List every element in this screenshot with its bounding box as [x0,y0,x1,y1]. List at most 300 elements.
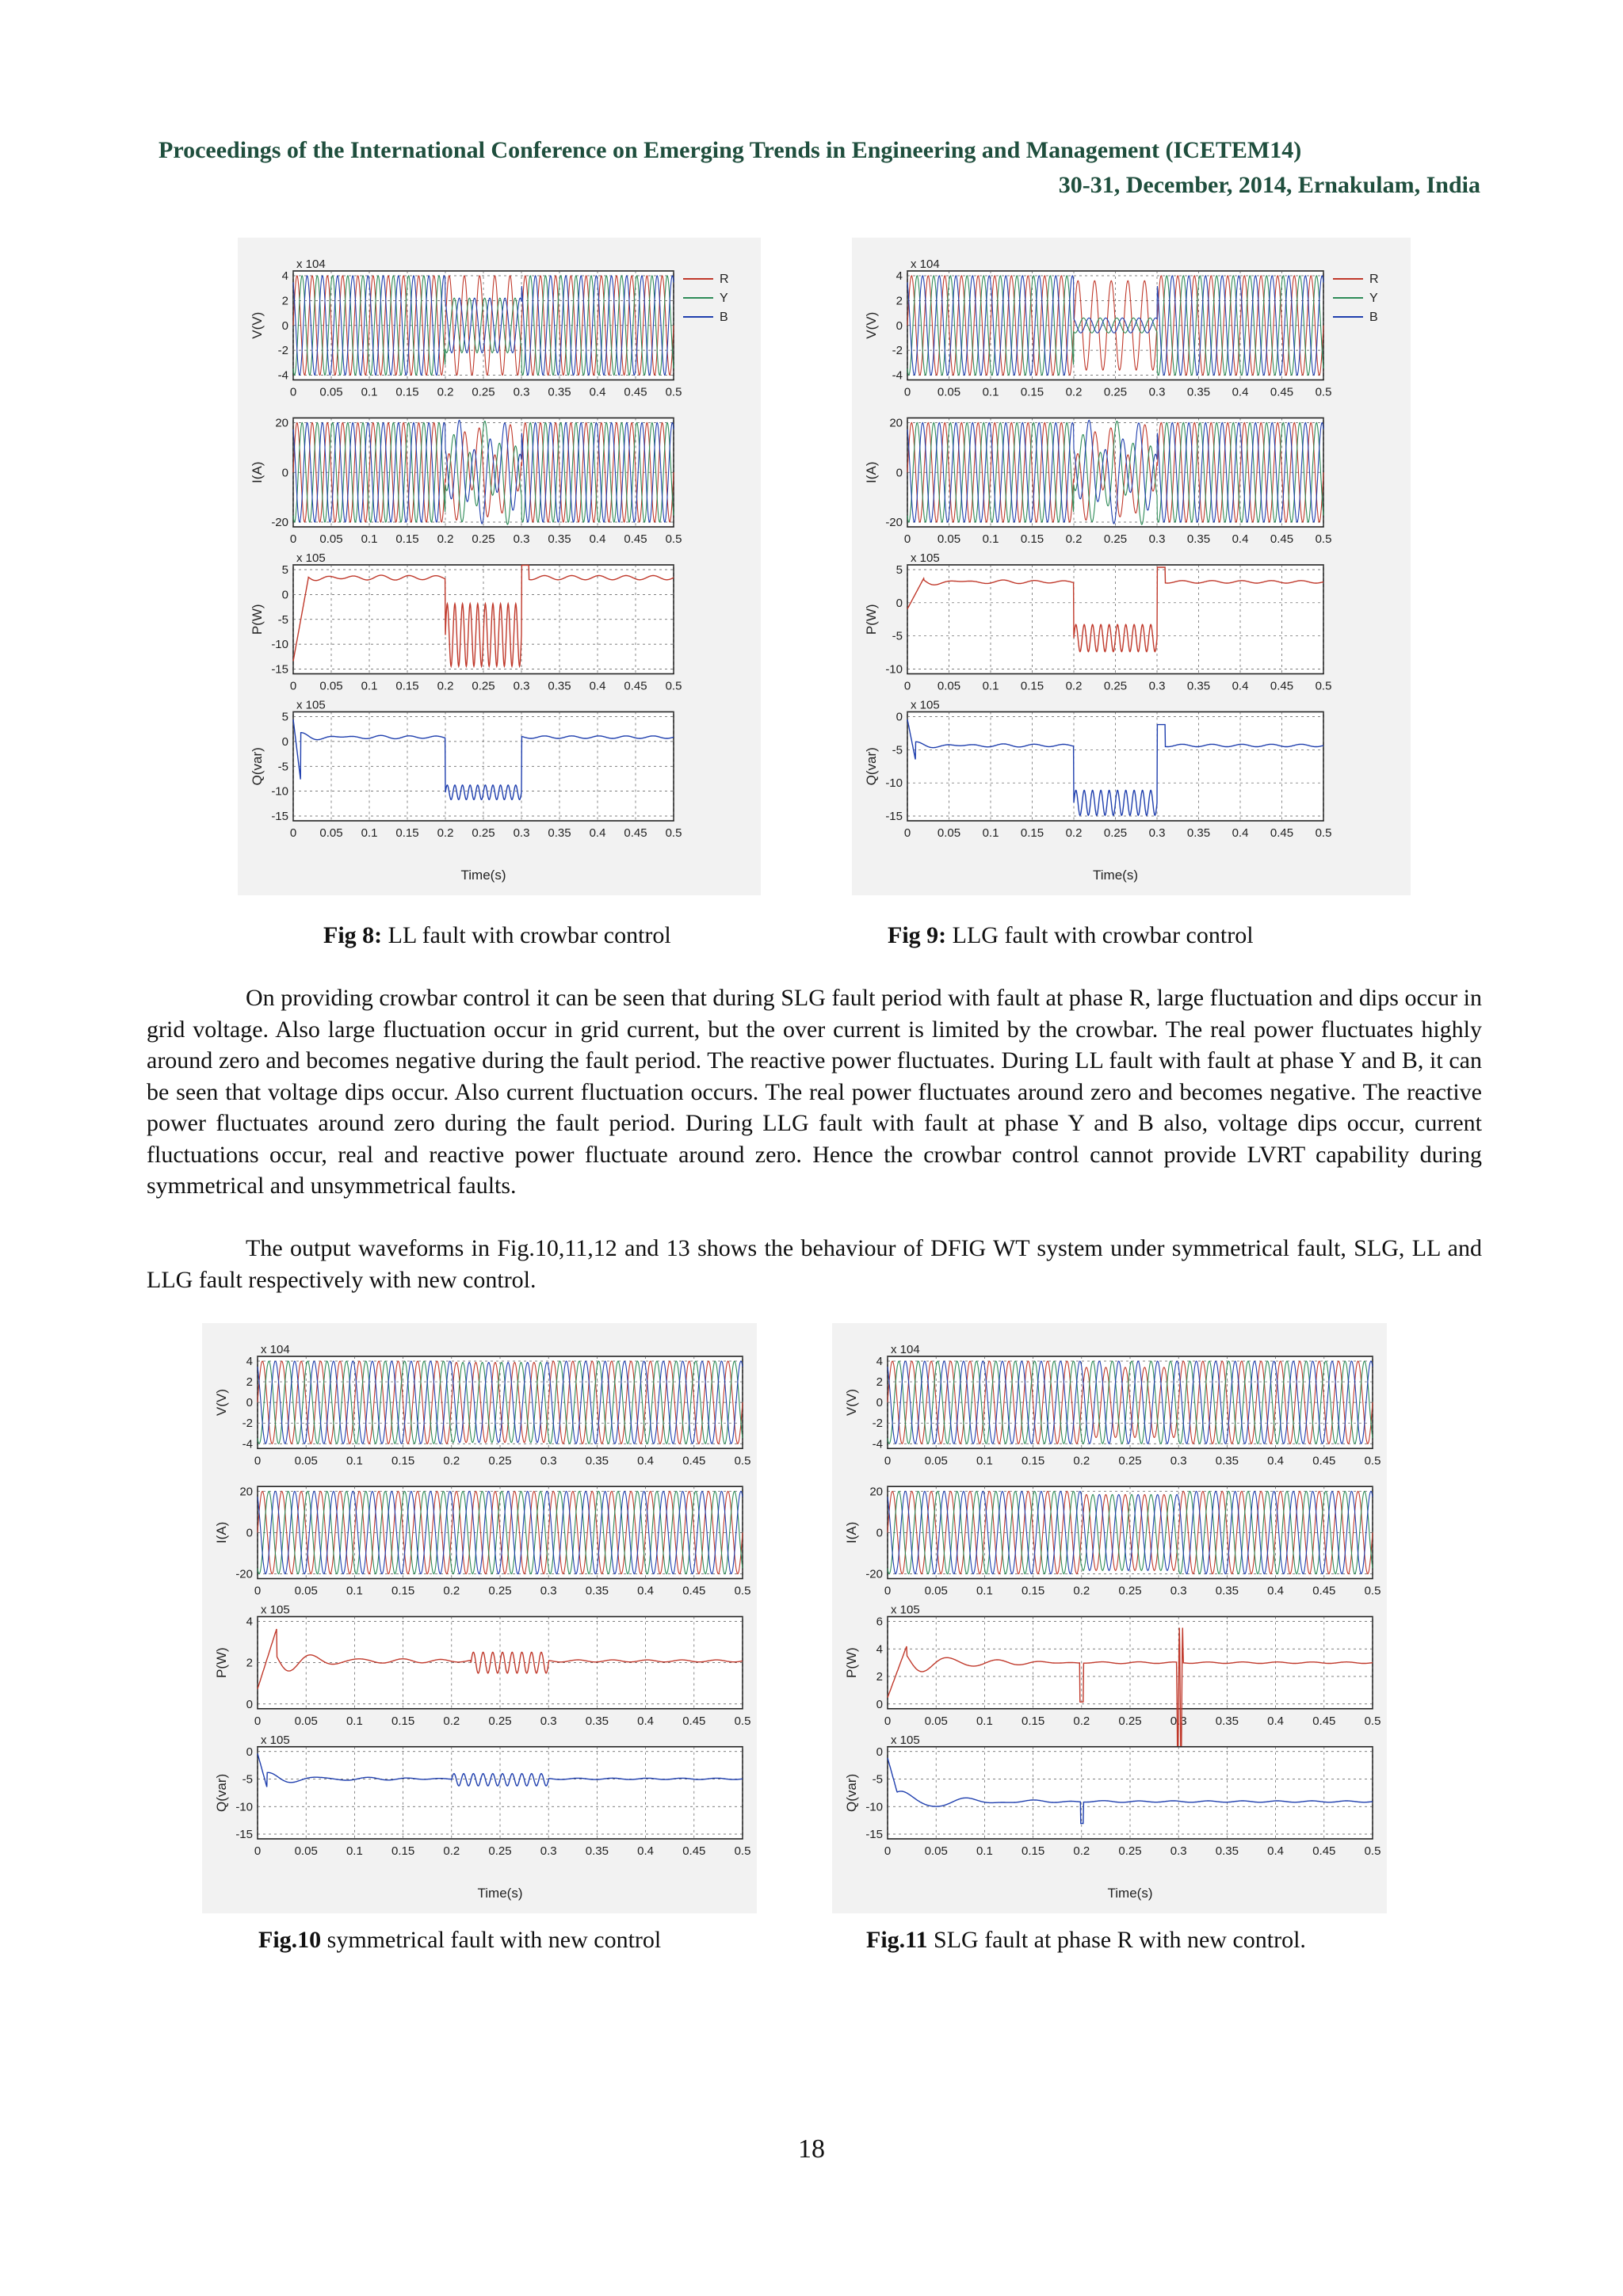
x-tick-label: 0.2 [1065,679,1083,693]
x-tick-label: 0.4 [589,532,606,546]
y-tick-label: 0 [896,710,903,724]
x-tick-label: 0.05 [319,826,343,840]
x-tick-label: 0 [254,1454,262,1468]
x-tick-label: 0.05 [319,532,343,546]
y-tick-label: -2 [892,344,903,358]
figure-9 [852,238,1411,895]
x-tick-label: 0.45 [682,1844,706,1858]
x-tick-label: 0.3 [513,532,530,546]
x-tick-label: 0.2 [1065,826,1083,840]
x-tick-label: 0.3 [513,385,530,399]
x-tick-label: 0.15 [391,1844,415,1858]
legend-label-R: R [1369,273,1379,286]
y-axis-label: V(V) [250,311,265,339]
y-tick-label: -15 [271,810,288,823]
y-axis-label: Q(var) [214,1773,229,1812]
y-tick-label: 4 [246,1615,253,1629]
x-tick-label: 0.4 [1267,1584,1285,1598]
header-date: 30-31, December, 2014, Ernakulam, India [1058,172,1480,198]
y-tick-label: -5 [277,612,288,627]
x-tick-label: 0.05 [937,679,961,693]
legend-label-R: R [720,273,729,286]
y-tick-label: -5 [277,760,288,774]
x-tick-label: 0.25 [488,1714,512,1728]
x-tick-label: 0.45 [1312,1844,1336,1858]
x-tick-label: 0.5 [1315,826,1332,840]
x-tick-label: 0.35 [1186,679,1211,693]
paragraph-1 [147,982,1482,1202]
x-tick-label: 0.4 [1232,679,1249,693]
x-tick-label: 0.35 [548,385,571,399]
x-tick-label: 0.3 [513,826,530,840]
x-tick-label: 0.05 [924,1714,948,1728]
y-tick-label: 0 [896,318,903,333]
x-tick-label: 0.2 [1073,1454,1090,1468]
x-tick-label: 0.4 [1267,1454,1285,1468]
x-tick-label: 0.5 [665,826,682,840]
x-tick-label: 0 [884,1844,892,1858]
x-tick-label: 0.4 [1267,1844,1285,1858]
x-tick-label: 0.1 [361,679,378,693]
x-tick-label: 0.1 [976,1714,993,1728]
y-tick-label: 2 [246,1656,253,1670]
x-tick-label: 0.15 [1020,532,1044,546]
x-tick-label: 0.25 [1103,385,1128,399]
y-tick-label: -15 [885,810,903,823]
figure-11 [832,1323,1387,1913]
y-tick-label: -2 [872,1417,883,1431]
x-tick-label: 0.05 [924,1584,948,1598]
x-tick-label: 0.45 [1270,385,1294,399]
x-tick-label: 0.05 [937,532,961,546]
x-tick-label: 0.35 [585,1584,609,1598]
x-tick-label: 0.25 [472,385,495,399]
x-tick-label: 0.2 [1073,1584,1090,1598]
x-tick-label: 0.45 [624,679,647,693]
y-axis-label: I(A) [214,1521,229,1544]
y-tick-label: 20 [239,1485,253,1499]
x-tick-label: 0.25 [488,1454,512,1468]
y-tick-label: 20 [869,1485,883,1499]
y-axis-label: V(V) [844,1389,859,1417]
x-tick-label: 0.2 [443,1714,460,1728]
scale-label: x 105 [891,1733,920,1747]
scale-label: x 105 [911,551,940,565]
y-tick-label: 0 [246,1697,253,1711]
y-tick-label: 0 [281,588,288,602]
x-tick-label: 0.1 [982,385,999,399]
x-tick-label: 0.15 [395,679,419,693]
x-tick-label: 0.5 [734,1714,751,1728]
y-tick-label: -2 [242,1417,253,1431]
x-tick-label: 0.3 [1148,532,1166,546]
caption-text: symmetrical fault with new control [321,1927,662,1953]
x-tick-label: 0.4 [589,679,606,693]
y-tick-label: -5 [242,1772,253,1787]
scale-label: x 105 [296,698,326,712]
x-tick-label: 0.1 [361,826,378,840]
y-tick-label: 0 [281,734,288,749]
y-axis-label: I(A) [844,1521,859,1544]
x-tick-label: 0.5 [1315,385,1332,399]
scale-label: x 105 [261,1733,290,1747]
x-tick-label: 0 [254,1714,262,1728]
x-tick-label: 0.45 [1270,532,1294,546]
y-axis-label: Q(var) [864,747,879,786]
x-tick-label: 0.35 [1186,826,1211,840]
x-tick-label: 0.4 [589,826,606,840]
x-tick-label: 0.05 [294,1714,318,1728]
y-tick-label: -20 [235,1567,253,1581]
y-tick-label: 5 [281,710,288,724]
x-tick-label: 0.3 [1170,1714,1187,1728]
x-tick-label: 0.1 [982,826,999,840]
caption-text: SLG fault at phase R with new control. [927,1927,1306,1953]
y-tick-label: -20 [865,1567,883,1581]
x-tick-label: 0.4 [1232,385,1249,399]
x-tick-label: 0.2 [1073,1714,1090,1728]
x-tick-label: 0.4 [637,1844,655,1858]
caption-fig10 [258,1927,661,1954]
x-tick-label: 0 [289,679,297,693]
y-tick-label: 2 [876,1375,883,1390]
x-tick-label: 0.45 [682,1454,706,1468]
y-tick-label: -10 [865,1800,883,1814]
x-tick-label: 0.15 [1021,1454,1045,1468]
x-tick-label: 0.3 [540,1714,557,1728]
x-tick-label: 0.5 [734,1584,751,1598]
x-tick-label: 0.35 [548,679,571,693]
x-tick-label: 0.25 [1118,1714,1142,1728]
x-tick-label: 0.2 [437,826,454,840]
scale-label: x 105 [891,1603,920,1617]
x-tick-label: 0.3 [1148,826,1166,840]
scale-label: x 105 [296,551,326,565]
y-tick-label: 0 [246,1396,253,1410]
y-axis-label: P(W) [844,1647,859,1678]
x-tick-label: 0.45 [682,1714,706,1728]
caption-label: Fig 8: [323,922,383,948]
x-tick-label: 0.25 [1103,532,1128,546]
y-tick-label: -20 [271,516,288,529]
x-tick-label: 0.15 [391,1454,415,1468]
x-tick-label: 0.25 [1103,826,1128,840]
caption-fig9 [888,922,1254,949]
x-tick-label: 0.35 [1215,1454,1239,1468]
x-tick-label: 0.1 [976,1454,993,1468]
x-tick-label: 0.5 [665,679,682,693]
y-tick-label: 0 [896,596,903,610]
x-tick-label: 0.05 [319,385,343,399]
y-tick-label: 4 [246,1355,253,1368]
x-tick-label: 0.05 [924,1844,948,1858]
x-tick-label: 0.4 [637,1454,655,1468]
x-tick-label: 0.5 [1315,532,1332,546]
x-tick-label: 0.5 [1364,1844,1381,1858]
y-tick-label: 2 [896,294,903,308]
x-tick-label: 0.2 [1065,385,1083,399]
y-tick-label: 0 [876,1745,883,1759]
x-tick-label: 0.15 [395,826,419,840]
x-tick-label: 0.25 [1118,1584,1142,1598]
x-tick-label: 0 [884,1584,892,1598]
y-tick-label: -10 [235,1800,253,1814]
y-tick-label: -20 [885,516,903,529]
x-tick-label: 0.3 [1170,1584,1187,1598]
x-axis-label: Time(s) [460,868,506,883]
x-tick-label: 0.5 [665,532,682,546]
x-tick-label: 0.45 [1312,1714,1336,1728]
x-axis-label: Time(s) [1107,1886,1153,1901]
y-tick-label: 6 [876,1615,883,1629]
x-tick-label: 0.15 [1020,385,1044,399]
y-tick-label: -5 [892,629,903,643]
x-tick-label: 0.05 [937,826,961,840]
x-tick-label: 0.3 [540,1844,557,1858]
scale-label: x 104 [261,1343,290,1356]
x-tick-label: 0.2 [437,532,454,546]
y-tick-label: 4 [281,269,288,283]
y-tick-label: -4 [892,368,903,383]
x-tick-label: 0.5 [1364,1584,1381,1598]
y-tick-label: -4 [872,1437,883,1451]
y-tick-label: -10 [885,662,903,677]
x-tick-label: 0 [884,1714,892,1728]
x-tick-label: 0.45 [624,826,647,840]
y-tick-label: -15 [865,1828,883,1841]
x-tick-label: 0.3 [1170,1844,1187,1858]
x-tick-label: 0.4 [1232,532,1249,546]
x-tick-label: 0.2 [1065,532,1083,546]
y-axis-label: Q(var) [250,747,265,786]
x-tick-label: 0.4 [1267,1714,1285,1728]
x-tick-label: 0 [903,385,911,399]
y-tick-label: 4 [876,1642,883,1657]
scale-label: x 104 [911,257,940,271]
x-tick-label: 0.05 [294,1584,318,1598]
x-tick-label: 0.45 [1312,1454,1336,1468]
x-tick-label: 0.5 [734,1454,751,1468]
y-tick-label: -4 [277,368,288,383]
x-tick-label: 0.15 [391,1714,415,1728]
x-tick-label: 0 [254,1584,262,1598]
x-tick-label: 0.45 [1270,826,1294,840]
y-tick-label: -15 [271,662,288,677]
y-axis-label: P(W) [864,604,879,635]
x-tick-label: 0.35 [548,532,571,546]
y-tick-label: 5 [896,563,903,577]
y-tick-label: 0 [896,466,903,480]
x-tick-label: 0.1 [361,532,378,546]
paragraph-1-text: On providing crowbar control it can be seen that during SLG fault period with fault at phase R, large fluctuation and dips occur in grid voltage. Also large fluctuation occur in grid current, but the over current is limited by the crowbar. The real power fluctuates highly around zero and becomes negative during the fault period. The reactive power fluctuates. During LL fault with fault at phase Y and B, it can be seen that voltage dips occur. Also current fluctuation occurs. The real power fluctuates around zero and becomes negative. The reactive power fluctuates around zero during the fault period. During LLG fault with fault at phase Y and B also, voltage dips occur, current fluctuations occur, real and reactive power fluctuate around zero. Hence the crowbar control cannot provide LVRT capability during symmetrical and unsymmetrical faults. [147,985,1482,1199]
x-tick-label: 0.25 [472,679,495,693]
figure-10 [202,1323,757,1913]
y-tick-label: -10 [885,776,903,791]
x-tick-label: 0.1 [982,532,999,546]
y-axis-label: P(W) [214,1647,229,1678]
y-tick-label: 20 [889,416,903,430]
y-tick-label: 2 [246,1375,253,1390]
x-tick-label: 0.15 [395,532,419,546]
y-tick-label: 20 [275,416,288,430]
x-tick-label: 0.1 [346,1454,363,1468]
x-tick-label: 0.3 [540,1584,557,1598]
x-tick-label: 0.1 [976,1584,993,1598]
x-tick-label: 0.05 [319,679,343,693]
caption-fig8 [323,922,671,949]
x-tick-label: 0.15 [1020,826,1044,840]
x-tick-label: 0.05 [924,1454,948,1468]
x-tick-label: 0.5 [1315,679,1332,693]
y-tick-label: 4 [896,269,903,283]
x-tick-label: 0.1 [976,1844,993,1858]
y-tick-label: -10 [271,638,288,652]
x-tick-label: 0.2 [443,1844,460,1858]
scale-label: x 104 [891,1343,920,1356]
x-tick-label: 0.35 [548,826,571,840]
x-tick-label: 0 [903,826,911,840]
x-tick-label: 0 [289,532,297,546]
caption-text: LL fault with crowbar control [382,922,671,948]
x-tick-label: 0.35 [585,1714,609,1728]
x-tick-label: 0.2 [437,385,454,399]
y-axis-label: V(V) [214,1389,229,1417]
x-axis-label: Time(s) [477,1886,523,1901]
scale-label: x 105 [911,698,940,712]
y-axis-label: I(A) [864,461,879,483]
x-tick-label: 0 [903,532,911,546]
legend-label-B: B [720,311,728,324]
caption-label: Fig.10 [258,1927,322,1953]
y-tick-label: -5 [872,1772,883,1787]
x-tick-label: 0.4 [589,385,606,399]
y-tick-label: 0 [246,1745,253,1759]
y-axis-label: I(A) [250,461,265,483]
legend-label-Y: Y [720,292,728,305]
y-tick-label: 0 [281,466,288,480]
x-tick-label: 0.1 [361,385,378,399]
legend-label-B: B [1369,311,1378,324]
chart-svg [852,238,1411,895]
x-tick-label: 0.45 [1312,1584,1336,1598]
x-tick-label: 0.45 [1270,679,1294,693]
x-tick-label: 0.25 [1118,1454,1142,1468]
x-tick-label: 0 [254,1844,262,1858]
x-tick-label: 0.1 [346,1844,363,1858]
y-axis-label: Q(var) [844,1773,859,1812]
chart-svg [832,1323,1387,1913]
x-tick-label: 0.15 [395,385,419,399]
x-tick-label: 0.15 [1021,1844,1045,1858]
x-tick-label: 0.5 [1364,1714,1381,1728]
x-tick-label: 0.15 [1021,1714,1045,1728]
y-tick-label: -4 [242,1437,253,1451]
x-tick-label: 0 [884,1454,892,1468]
x-tick-label: 0.2 [443,1584,460,1598]
y-tick-label: 4 [876,1355,883,1368]
legend-label-Y: Y [1369,292,1378,305]
y-tick-label: 0 [876,1526,883,1540]
x-tick-label: 0.15 [1021,1584,1045,1598]
x-tick-label: 0.35 [1215,1584,1239,1598]
y-tick-label: -2 [277,344,288,358]
x-axis-label: Time(s) [1093,868,1138,883]
y-tick-label: 0 [876,1697,883,1711]
caption-label: Fig 9: [888,922,947,948]
x-tick-label: 0.5 [734,1844,751,1858]
x-tick-label: 0.45 [624,532,647,546]
x-tick-label: 0.1 [982,679,999,693]
x-tick-label: 0.35 [585,1844,609,1858]
x-tick-label: 0.25 [488,1584,512,1598]
x-tick-label: 0.05 [937,385,961,399]
x-tick-label: 0 [289,826,297,840]
y-tick-label: 0 [246,1526,253,1540]
chart-svg [202,1323,757,1913]
y-axis-label: V(V) [864,311,879,339]
x-tick-label: 0.25 [472,532,495,546]
x-tick-label: 0 [903,679,911,693]
x-tick-label: 0.4 [637,1714,655,1728]
x-tick-label: 0.2 [443,1454,460,1468]
x-tick-label: 0.35 [585,1454,609,1468]
y-tick-label: -10 [271,784,288,799]
scale-label: x 105 [261,1603,290,1617]
x-tick-label: 0.4 [637,1584,655,1598]
x-tick-label: 0.1 [346,1584,363,1598]
x-tick-label: 0.45 [682,1584,706,1598]
x-tick-label: 0.4 [1232,826,1249,840]
x-tick-label: 0.05 [294,1454,318,1468]
y-tick-label: 0 [281,318,288,333]
x-tick-label: 0.5 [1364,1454,1381,1468]
header-title: Proceedings of the International Conference on Emerging Trends in Engineering and Management (ICETEM14) [158,137,1302,163]
x-tick-label: 0.5 [665,385,682,399]
scale-label: x 104 [296,257,326,271]
y-tick-label: 2 [876,1670,883,1684]
y-tick-label: 5 [281,563,288,577]
x-tick-label: 0.15 [391,1584,415,1598]
caption-label: Fig.11 [866,1927,928,1953]
caption-fig11 [866,1927,1306,1954]
y-axis-label: P(W) [250,604,265,635]
caption-text: LLG fault with crowbar control [946,922,1254,948]
x-tick-label: 0 [289,385,297,399]
paragraph-2 [147,1233,1482,1295]
running-header [158,133,1480,203]
y-tick-label: -5 [892,743,903,757]
x-tick-label: 0.3 [1148,679,1166,693]
x-tick-label: 0.25 [472,826,495,840]
x-tick-label: 0.35 [1186,532,1211,546]
y-tick-label: 0 [876,1396,883,1410]
x-tick-label: 0.15 [1020,679,1044,693]
y-tick-label: -15 [235,1828,253,1841]
x-tick-label: 0.25 [1118,1844,1142,1858]
y-tick-label: 2 [281,294,288,308]
x-tick-label: 0.35 [1215,1714,1239,1728]
x-tick-label: 0.3 [1148,385,1166,399]
figure-8 [238,238,761,895]
page-number: 18 [798,2134,825,2164]
x-tick-label: 0.35 [1186,385,1211,399]
x-tick-label: 0.2 [1073,1844,1090,1858]
x-tick-label: 0.3 [1170,1454,1187,1468]
paragraph-2-text: The output waveforms in Fig.10,11,12 and 13 shows the behaviour of DFIG WT system under symmetrical fault, SLG, LL and LLG fault respectively with new control. [147,1235,1482,1293]
x-tick-label: 0.25 [1103,679,1128,693]
x-tick-label: 0.05 [294,1844,318,1858]
x-tick-label: 0.3 [513,679,530,693]
